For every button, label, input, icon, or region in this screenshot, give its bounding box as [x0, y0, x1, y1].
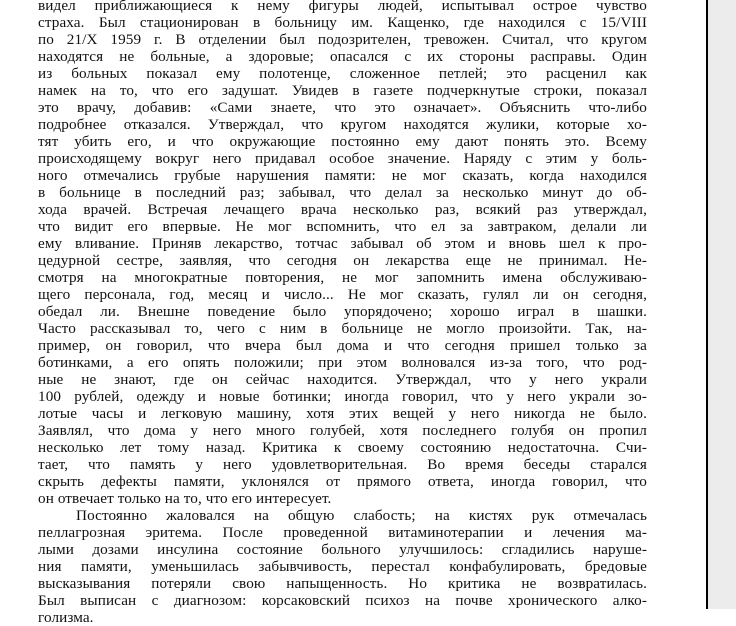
- text-line: в больнице в последний раз; забывал, что делал за несколько минут до об-: [38, 184, 647, 201]
- text-line: ему вливание. Приняв лекарство, тотчас забывал об этом и вновь шел к про-: [38, 235, 647, 252]
- text-line: страха. Был стационирован в больницу им. Кащенко, где находился с 15/VIII: [38, 14, 647, 31]
- text-line: ботинками, а его опять положили; при этом волновался из-за того, что род-: [38, 354, 647, 371]
- text-line: происходящему вокруг него придавал особое значение. Наряду с этим у боль-: [38, 150, 647, 167]
- text-line: по 21/X 1959 г. В отделении был подозрителен, тревожен. Считал, что кругом: [38, 31, 647, 48]
- paragraph-2: [38, 507, 647, 626]
- side-panel: [708, 0, 736, 609]
- text-line: Был выписан с диагнозом: корсаковский психоз на почве хронического алко-: [38, 592, 647, 609]
- text-line: подробнее отказался. Утверждал, что кругом находятся жулики, которые хо-: [38, 116, 647, 133]
- text-line: он отвечает только на то, что его интересует.: [38, 490, 332, 507]
- text-line: цедурной сестре, заявляя, что сегодня он лекарства еще не принимал. Не-: [38, 252, 647, 269]
- text-line: хода врачей. Встречая лечащего врача несколько раз, всякий раз утверждал,: [38, 201, 647, 218]
- text-line: Заявлял, что дома у него много голубей, хотя последнего голубя он пропил: [38, 422, 647, 439]
- text-line: ные не знают, где он сейчас находится. Утверждал, что у него украли: [38, 371, 647, 388]
- text-line: это врачу, добавив: «Сами знаете, что это означает». Объяснить что-либо: [38, 99, 647, 116]
- text-line: скрыть дефекты памяти, уклонялся от прямого ответа, иногда говорил, что: [38, 473, 647, 490]
- text-line: тает, что память у него удовлетворительная. Во время беседы старался: [38, 456, 647, 473]
- text-line: голизма.: [38, 609, 94, 626]
- text-line: щего персонала, год, месяц и число... Не мог сказать, гулял ли он сегодня,: [38, 286, 647, 303]
- text-line: тят убить его, и что окружающие постоянно ему дают понять это. Всему: [38, 133, 647, 150]
- text-line: смотря на многократные повторения, не мог запомнить имена обслуживаю-: [38, 269, 647, 286]
- text-line: находятся не больные, а здоровые; опасался с их стороны расправы. Один: [38, 48, 647, 65]
- text-line: 100 рублей, одежду и новые ботинки; иногда говорил, что у него украли зо-: [38, 388, 647, 405]
- text-line: видел приближающиеся к нему фигуры людей, испытывал острое чувство: [38, 0, 647, 14]
- text-line: намек на то, что его задушат. Увидев в газете подчеркнутые строки, показал: [38, 82, 647, 99]
- text-line: обедал ли. Внешне поведение было упорядочено; хорошо играл в шашки.: [38, 303, 647, 320]
- text-line: Часто рассказывал то, чего с ним в больнице не могло произойти. Так, на-: [38, 320, 647, 337]
- text-line: пример, он говорил, что вчера был дома и что сегодня пришел только за: [38, 337, 647, 354]
- text-line: что видит его впервые. Не мог вспомнить, что ел за завтраком, делали ли: [38, 218, 647, 235]
- text-line: несколько лет тому назад. Критика к своему состоянию недостаточна. Счи-: [38, 439, 647, 456]
- document-text: [38, 0, 647, 626]
- text-line: Постоянно жаловался на общую слабость; на кистях рук отмечалась: [76, 507, 647, 524]
- text-line: ния памяти, уменьшилась забывчивость, перестал конфабулировать, бредовые: [38, 558, 647, 575]
- text-line: ного отмечались грубые нарушения памяти: не мог сказать, когда находился: [38, 167, 647, 184]
- text-line: высказывания потеряли свою напыщенность. Но критика не возвратилась.: [38, 575, 647, 592]
- text-line: пеллагрозная эритема. После проведенной витаминотерапии и лечения ма-: [38, 524, 647, 541]
- text-line: лотые часы и легковую машину, хотя этих вещей у него никогда не было.: [38, 405, 647, 422]
- text-line: из больных показал ему полотенце, сложенное петлей; это расценил как: [38, 65, 647, 82]
- paragraph-1: [38, 0, 647, 507]
- text-line: лыми дозами инсулина состояние больного улучшилось: сгладились наруше-: [38, 541, 647, 558]
